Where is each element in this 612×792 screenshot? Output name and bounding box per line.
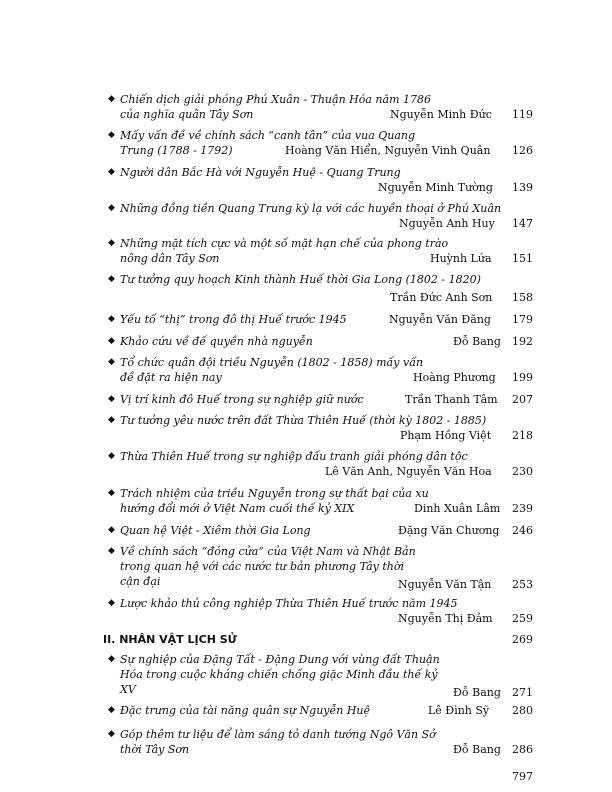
bullet-icon: ◆: [108, 415, 115, 425]
entry-author: Nguyễn Minh Tường: [378, 181, 493, 194]
entry-author: Nguyễn Thị Đảm: [398, 612, 493, 625]
entry-page: 253: [512, 578, 533, 591]
bullet-icon: ◆: [108, 654, 115, 664]
toc-entry: [108, 236, 533, 266]
section-heading: [103, 632, 533, 647]
entry-page: 199: [512, 371, 533, 384]
toc-entry: [108, 92, 533, 122]
entry-title: Thừa Thiên Huế trong sự nghiệp đấu tranh giải phóng dân tộc: [120, 450, 468, 463]
entry-author: Đỗ Bang: [453, 335, 501, 348]
entry-page: 246: [512, 524, 533, 537]
toc-entry: [108, 523, 533, 538]
toc-entry: [108, 165, 533, 195]
entry-title: Về chính sách “đóng cửa” của Việt Nam và Nhật Bản trong quan hệ với các nước tư bản phương Tây thời cận đại: [120, 545, 416, 588]
entry-title: Tư tưởng quy hoạch Kinh thành Huế thời Gia Long (1802 - 1820): [120, 273, 481, 286]
toc-entry: [108, 703, 533, 718]
entry-page: 126: [512, 144, 533, 157]
bullet-icon: ◆: [108, 525, 115, 535]
entry-page: 147: [512, 217, 533, 230]
toc-entry: [108, 355, 533, 385]
bullet-icon: ◆: [108, 598, 115, 608]
entry-title: Chiến dịch giải phóng Phú Xuân - Thuận Hóa năm 1786 của nghĩa quân Tây Sơn: [120, 93, 431, 121]
entry-author: Đặng Văn Chương: [398, 524, 500, 537]
entry-page: 271: [512, 686, 533, 699]
entry-author: Nguyễn Văn Đăng: [389, 313, 491, 326]
entry-page: 239: [512, 502, 533, 515]
entry-page: 179: [512, 313, 533, 326]
toc-entry: [108, 272, 533, 302]
entry-title: Đặc trưng của tài năng quân sự Nguyễn Huệ: [120, 704, 371, 717]
bullet-icon: ◆: [108, 357, 115, 367]
bullet-icon: ◆: [108, 94, 115, 104]
entry-author: Hoàng Văn Hiển, Nguyễn Vinh Quân: [285, 144, 491, 157]
entry-author: Lê Đình Sỹ: [428, 704, 490, 717]
entry-author: Đỗ Bang: [453, 743, 501, 756]
entry-page: 119: [512, 108, 533, 121]
entry-title: Trách nhiệm của triều Nguyễn trong sự thất bại của xu hướng đổi mới ở Việt Nam cuối thế kỷ XIX: [120, 487, 429, 515]
bullet-icon: ◆: [108, 336, 115, 346]
entry-title: Lược khảo thủ công nghiệp Thừa Thiên Huế trước năm 1945: [120, 597, 458, 610]
toc-entry: [108, 449, 533, 479]
toc-entry: [108, 392, 533, 407]
entry-page: 230: [512, 465, 533, 478]
toc-entry: [108, 596, 533, 626]
toc-entry: [108, 334, 533, 349]
toc-entry: [108, 413, 533, 443]
bullet-icon: ◆: [108, 451, 115, 461]
toc-entry: [108, 312, 533, 327]
entry-author: Dinh Xuân Lâm: [414, 502, 501, 515]
entry-author: Trần Thanh Tâm: [405, 393, 498, 406]
entry-author: Đỗ Bang: [453, 686, 501, 699]
bullet-icon: ◆: [108, 314, 115, 324]
entry-page: 218: [512, 429, 533, 442]
bullet-icon: ◆: [108, 705, 115, 715]
entry-author: Nguyễn Văn Tận: [398, 578, 492, 591]
bullet-icon: ◆: [108, 203, 115, 213]
entry-page: 259: [512, 612, 533, 625]
entry-author: Hoàng Phương: [413, 371, 496, 384]
toc-entry: [108, 727, 533, 757]
entry-author: Nguyễn Anh Huy: [399, 217, 495, 230]
entry-title: Vị trí kinh đô Huế trong sự nghiệp giữ nước: [120, 393, 364, 406]
entry-author: Nguyễn Minh Đức: [390, 108, 492, 121]
entry-title: Sự nghiệp của Đặng Tất - Đặng Dung với vùng đất Thuận Hóa trong cuộc kháng chiến chống giặc Minh đầu thế kỷ XV: [120, 653, 440, 696]
toc-entry: [108, 128, 533, 158]
entry-page: 286: [512, 743, 533, 756]
entry-title: Tổ chức quân đội triều Nguyễn (1802 - 1858) mấy vấn đề đặt ra hiện nay: [120, 356, 424, 384]
section-title: II. NHÂN VẬT LỊCH SỬ: [103, 633, 237, 646]
page-number: 797: [512, 770, 533, 783]
entry-page: 158: [512, 291, 533, 304]
entry-author: Huỳnh Lứa: [430, 252, 492, 265]
entry-title: Yếu tố “thị” trong đô thị Huế trước 1945: [120, 313, 347, 326]
entry-title-text: Mấy vấn đề về chính sách “canh tân” của vua Quang Trung (1788 - 1792): [120, 129, 416, 157]
toc-entry: [108, 652, 533, 700]
entry-author: Lê Văn Anh, Nguyễn Văn Hoa: [325, 465, 492, 478]
entry-title: Góp thêm tư liệu để làm sáng tỏ danh tướng Ngô Văn Sở thời Tây Sơn: [120, 728, 436, 756]
entry-page: 280: [512, 704, 533, 717]
entry-title: Khảo cứu về đế quyền nhà nguyễn: [120, 335, 313, 348]
section-page: 269: [512, 633, 533, 646]
entry-author: Phạm Hồng Việt: [400, 429, 492, 442]
bullet-icon: ◆: [108, 130, 115, 140]
entry-page: 192: [512, 335, 533, 348]
bullet-icon: ◆: [108, 488, 115, 498]
bullet-icon: ◆: [108, 546, 115, 556]
toc-entry: [108, 544, 533, 592]
bullet-icon: ◆: [108, 238, 115, 248]
entry-title: Những mặt tích cực và một số mặt hạn chế của phong trào nông dân Tây Sơn: [120, 237, 449, 265]
bullet-icon: ◆: [108, 274, 115, 284]
entry-author: Trần Đức Anh Sơn: [390, 291, 493, 304]
entry-title: Tư tưởng yêu nước trên đất Thừa Thiên Huế (thời kỳ 1802 - 1885): [120, 414, 487, 427]
bullet-icon: ◆: [108, 729, 115, 739]
entry-page: 207: [512, 393, 533, 406]
bullet-icon: ◆: [108, 167, 115, 177]
toc-entry: [108, 486, 533, 516]
entry-title: Quan hệ Việt - Xiêm thời Gia Long: [120, 524, 311, 537]
toc-entry: [108, 201, 533, 231]
entry-title: Những đồng tiền Quang Trung kỳ lạ với các huyền thoại ở Phú Xuân: [120, 202, 502, 215]
entry-page: 139: [512, 181, 533, 194]
entry-title: Người dân Bắc Hà với Nguyễn Huệ - Quang Trung: [120, 166, 401, 179]
bullet-icon: ◆: [108, 394, 115, 404]
entry-page: 151: [512, 252, 533, 265]
